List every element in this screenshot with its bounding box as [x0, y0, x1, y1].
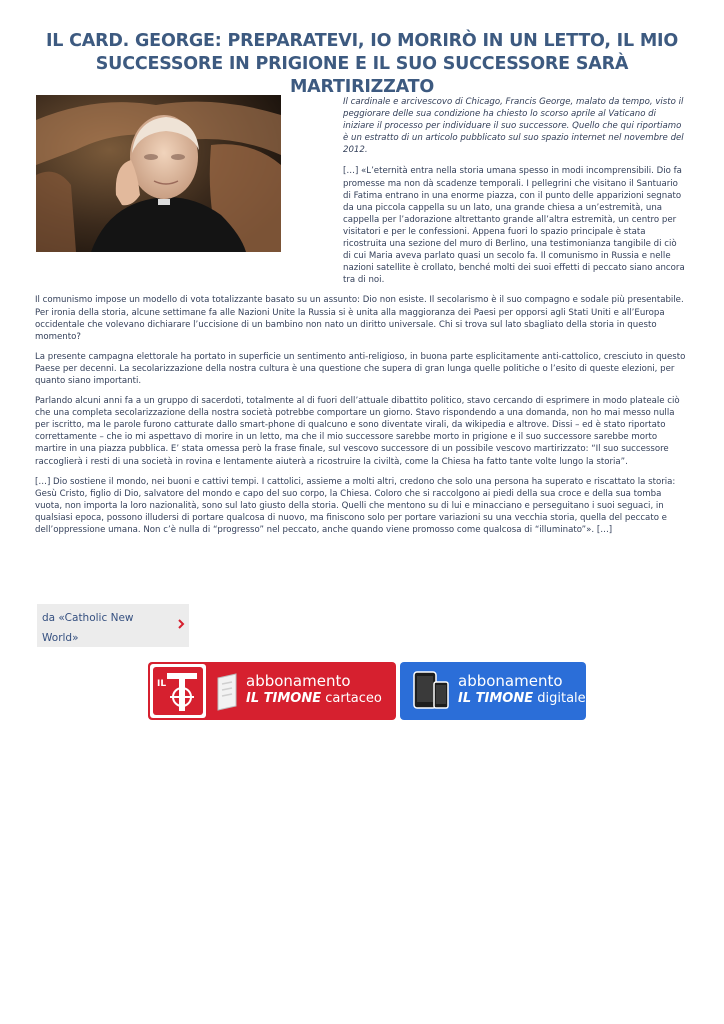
- article-body: [35, 96, 686, 544]
- digital-subscription-subtitle: IL TIMONE digitale: [458, 691, 586, 706]
- article-paragraph: […] «L’eternità entra nella storia umana spesso in modi incomprensibili. Dio fa promesse ma non dà scadenze temporali. I pellegrini che visitano il Santuario di Fatima entrano in una enorme piazza, con il punto delle apparizioni segnato da una piccola cappella su un lato, una grande chiesa a un’estremità, una cappella per l’adorazione altrettanto grande all’altra estremità, un centro per visitatori e per le confessioni. Appena fuori lo spazio principale è stata ricostruita una sezione del muro di Berlino, una testimonianza tangibile di ciò di cui Maria aveva parlato quasi un secolo fa. Il comunismo in Russia e nelle nazioni satellite è crollato, benché molti dei suoi effetti di peccato siano ancora tra di noi.: [343, 166, 685, 286]
- article-intro: Il cardinale e arcivescovo di Chicago, Francis George, malato da tempo, visto il peggiorare delle sua condizione ha chiesto lo scorso aprile al Vaticano di iniziare il processo per individuare il suo successore. Quello che qui riportiamo è un estratto di un articolo pubblicato sul suo spazio internet nel novembre del 2012.: [343, 97, 684, 156]
- print-subscription-banner[interactable]: [148, 662, 396, 720]
- digital-subscription-text: [458, 672, 586, 707]
- tablet-phone-icon: [412, 670, 452, 712]
- digital-subscription-banner[interactable]: [400, 662, 586, 720]
- print-subscription-subtitle: IL TIMONE cartaceo: [246, 691, 382, 706]
- photo-spacer: [35, 96, 343, 292]
- article-title: IL CARD. GEORGE: PREPARATEVI, IO MORIRÒ IN UN LETTO, IL MIO SUCCESSORE IN PRIGIONE E IL SUO SUCCESSORE SARÀ MARTIRIZZATO: [45, 31, 679, 97]
- article-paragraph: Il comunismo impose un modello di vota totalizzante basato su un assunto: Dio non esiste. Il secolarismo è il suo compagno e sodale più presentabile. Per ironia della storia, alcune settimane fa alle Nazioni Unite la Russia si è unita alla maggioranza dei Paesi per opporsi agli Stati Uniti e all’Europa occidentale che volevano dichiarare l’uccisione di un bambino non nato un diritto universale. Chi si trova sul lato sbagliato della storia in questo momento?: [35, 295, 684, 342]
- article-paragraph: […] Dio sostiene il mondo, nei buoni e cattivi tempi. I cattolici, assieme a molti altri, credono che solo una persona ha superato e riscattato la storia: Gesù Cristo, figlio di Dio, salvatore del mondo e capo del suo corpo, la Chiesa. Coloro che si raccolgono ai piedi della sua croce e della sua tomba vuota, non importa la loro nazionalità, sono sul lato giusto della storia. Quelli che mentono su di lui e minacciano e perseguitano i suoi seguaci, in qualsiasi epoca, possono illudersi di portare qualcosa di nuovo, ma finiscono solo per portare variazioni su una vecchia storia, quella del peccato e dell’oppressione umana. Non c’è nulla di “progresso” nel peccato, anche quando viene promosso come qualcosa di “illuminato”». […]: [35, 476, 676, 535]
- article-paragraph: La presente campagna elettorale ha portato in superficie un sentimento anti-religioso, in buona parte esplicitamente anti-cattolico, cresciuto in questo Paese per decenni. La secolarizzazione della nostra cultura è una questione che supera di gran lunga quelle politiche o l’esito di queste elezioni, per quanto siano importanti.: [35, 351, 686, 386]
- article-paragraph: Parlando alcuni anni fa a un gruppo di sacerdoti, totalmente al di fuori dell’attuale dibattito politico, stavo cercando di esprimere in modo plateale ciò che una completa secolarizzazione della nostra società potrebbe comportare un giorno. Stavo rispondendo a una domanda, non ho mai messo nulla per iscritto, ma le parole furono catturate dallo smart-phone di qualcuno e sono diventate virali, da wikipedia e altrove. Dissi – ed è stato riportato correttamente – che io mi aspettavo di morire in un letto, ma che il mio successore sarebbe morto in prigione e il suo successore sarebbe morto martire in una piazza pubblica. E’ stata omessa però la frase finale, sul vescovo successore di un possibile vescovo martirizzato: “Il suo successore raccoglierà i resti di una società in rovina e lentamente aiuterà a ricostruire la civiltà, come la Chiesa ha fatto tante volte lungo la storia”.: [35, 396, 680, 467]
- svg-text:IL: IL: [157, 679, 167, 689]
- source-link[interactable]: [37, 604, 189, 647]
- digital-subscription-title: abbonamento: [458, 672, 563, 690]
- il-timone-logo: [150, 664, 206, 718]
- magazine-icon: [214, 672, 240, 712]
- print-subscription-title: abbonamento: [246, 672, 351, 690]
- print-subscription-text: [246, 672, 382, 707]
- source-label: da «Catholic New World»: [42, 612, 134, 644]
- chevron-right-icon: [177, 617, 185, 637]
